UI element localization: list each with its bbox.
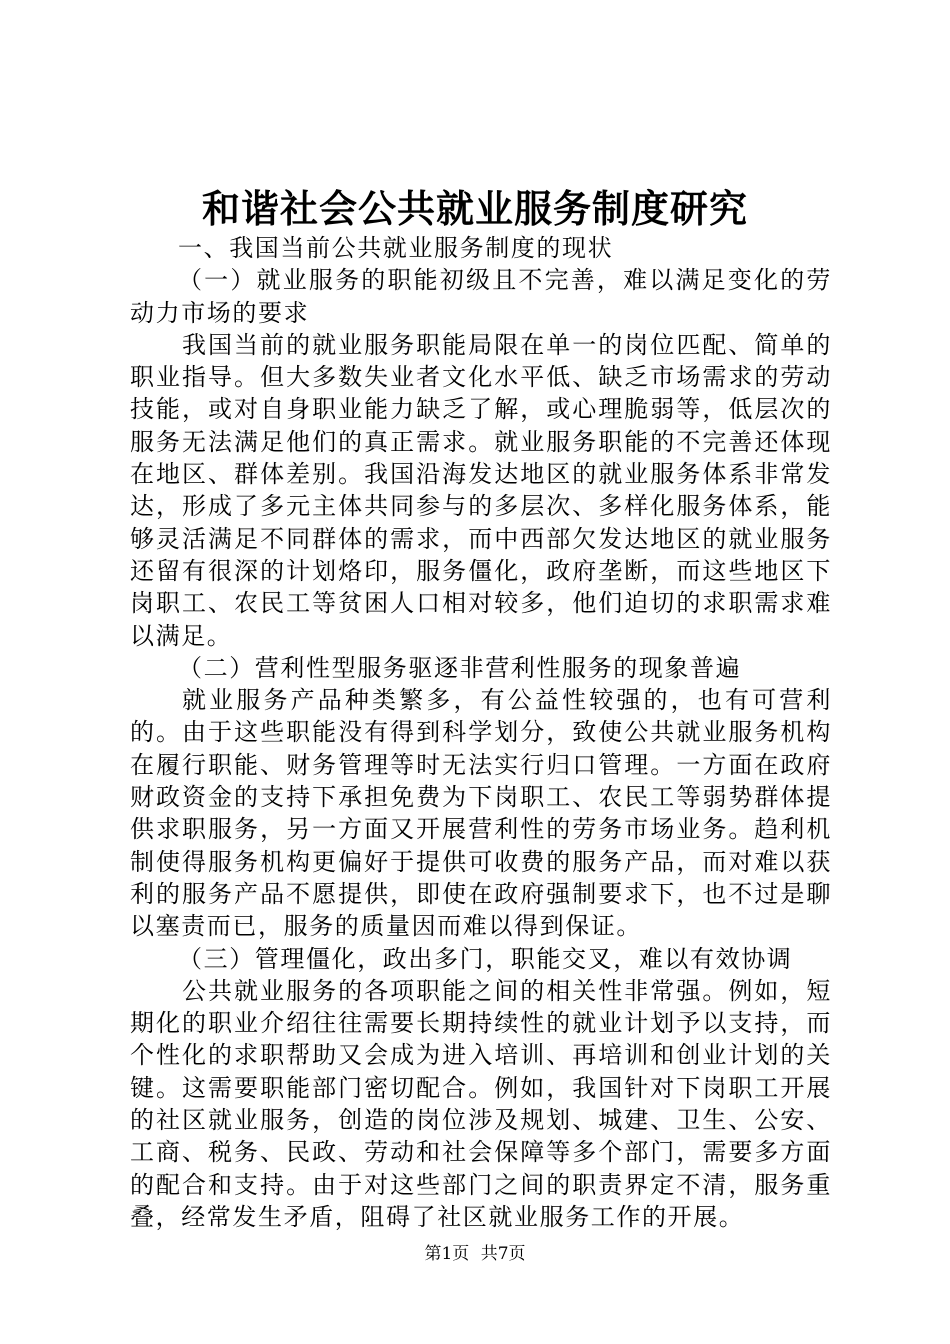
subsection-heading-2: （二）营利性型服务驱逐非营利性服务的现象普遍	[178, 653, 742, 682]
document-body	[130, 232, 832, 1233]
subsection-heading-1: （一）就业服务的职能初级且不完善，难以满足变化的劳动力市场的要求	[130, 266, 832, 327]
section-heading: 一、我国当前公共就业服务制度的现状	[178, 234, 614, 262]
page-footer	[0, 1242, 950, 1266]
page-total: 共7页	[480, 1244, 526, 1264]
document-title: 和谐社会公共就业服务制度研究	[201, 187, 748, 231]
page-number: 第1页	[424, 1244, 470, 1264]
paragraph-3: 公共就业服务的各项职能之间的相关性非常强。例如，短期化的职业介绍往往需要长期持续性的就业计划予以支持，而个性化的求职帮助又会成为进入培训、再培训和创业计划的关键。这需要职能部门密切配合。例如，我国针对下岗职工开展的社区就业服务，创造的岗位涉及规划、城建、卫生、公安、工商、税务、民政、劳动和社会保障等多个部门，需要多方面的配合和支持。由于对这些部门之间的职责界定不清，服务重叠，经常发生矛盾，阻碍了社区就业服务工作的开展。	[130, 976, 832, 1231]
paragraph-1: 我国当前的就业服务职能局限在单一的岗位匹配、简单的职业指导。但大多数失业者文化水平低、缺乏市场需求的劳动技能，或对自身职业能力缺乏了解，或心理脆弱等，低层次的服务无法满足他们的真正需求。就业服务职能的不完善还体现在地区、群体差别。我国沿海发达地区的就业服务体系非常发达，形成了多元主体共同参与的多层次、多样化服务体系，能够灵活满足不同群体的需求，而中西部欠发达地区的就业服务还留有很深的计划烙印，服务僵化，政府垄断，而这些地区下岗职工、农民工等贫困人口相对较多，他们迫切的求职需求难以满足。	[130, 330, 832, 650]
subsection-heading-3: （三）管理僵化，政出多门，职能交叉，难以有效协调	[178, 944, 793, 973]
paragraph-2: 就业服务产品种类繁多，有公益性较强的，也有可营利的。由于这些职能没有得到科学划分，致使公共就业服务机构在履行职能、财务管理等时无法实行归口管理。一方面在政府财政资金的支持下承担免费为下岗职工、农民工等弱势群体提供求职服务，另一方面又开展营利性的劳务市场业务。趋利机制使得服务机构更偏好于提供可收费的服务产品，而对难以获利的服务产品不愿提供，即使在政府强制要求下，也不过是聊以塞责而已，服务的质量因而难以得到保证。	[130, 686, 832, 941]
